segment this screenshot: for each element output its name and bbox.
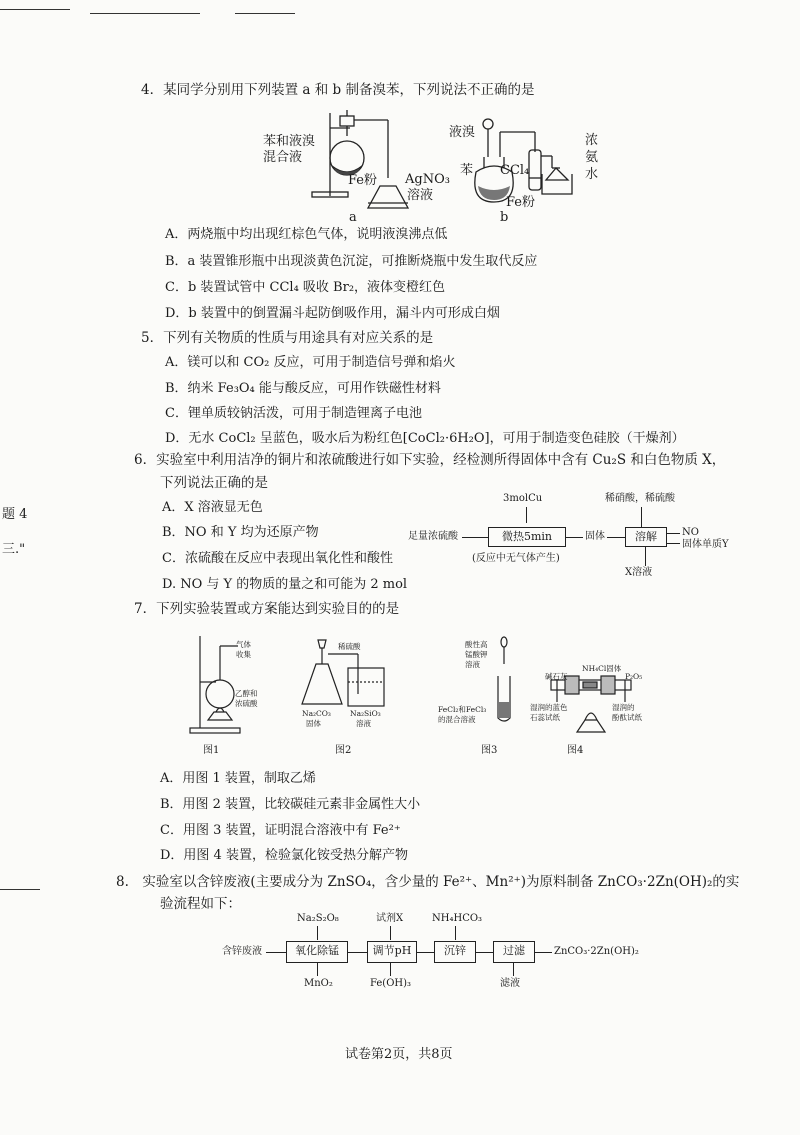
q7-fig2-right1: Na₂SiO₃ [350, 709, 381, 718]
q7-fig3-mix2: 的混合溶液 [438, 715, 476, 724]
margin-mark: 题 4 [2, 507, 28, 522]
q7-option-d: D．用图 4 装置，检验氯化铵受热分解产物 [160, 848, 408, 863]
q7-fig3-drawing [490, 636, 520, 726]
q8-flow-arrow [390, 962, 391, 976]
q6-flow-arrow [462, 537, 488, 538]
q4-fig-a-mixture: 苯和液溴 [263, 134, 316, 149]
scan-line [235, 13, 295, 14]
q4-fig-a-mixture2: 混合液 [263, 150, 303, 165]
q7-fig3-kmno4-1: 酸性高 [465, 640, 488, 649]
scan-line [90, 13, 200, 14]
q4-fig-b-ammonia1: 浓 [585, 133, 599, 148]
q7-fig3-mix1: FeCl₂和FeCl₃ [438, 705, 487, 714]
q6-flow-arrow [666, 533, 680, 534]
q6-stem-line1: 6．实验室中利用洁净的铜片和浓硫酸进行如下实验，经检测所得固体中含有 Cu₂S 和白色物质 X， [134, 452, 726, 468]
q7-fig4-caption: 图4 [567, 745, 584, 756]
margin-mark: 三." [2, 542, 26, 557]
q6-flow-arrow [565, 537, 583, 538]
q7-fig2-acid: 稀硫酸 [338, 642, 361, 651]
q4-fig-b-bromine: 液溴 [449, 125, 476, 140]
q7-fig3-caption: 图3 [481, 745, 498, 756]
q8-flow-r3: NH₄HCO₃ [432, 913, 483, 924]
q4-fig-b-fe: Fe粉 [506, 195, 536, 210]
q8-flow-arrow [455, 926, 456, 940]
page-footer: 试卷第2页，共8页 [345, 1047, 453, 1062]
q6-stem-line2: 下列说法正确的是 [160, 475, 268, 491]
q6-flow-arrow [526, 507, 527, 523]
q8-flow-o2: Fe(OH)₃ [370, 978, 412, 989]
q6-option-a: A．X 溶液显无色 [162, 500, 263, 515]
q7-stem: 7．下列实验装置或方案能达到实验目的的是 [134, 601, 400, 617]
q8-flow-arrow [416, 952, 434, 953]
q4-fig-b-ccl4: CCl₄ [500, 163, 530, 178]
q6-flow-x: X溶液 [625, 567, 653, 578]
q4-fig-a-drawing [300, 108, 460, 218]
q6-flow-arrow [641, 507, 642, 527]
q8-flow-arrow [513, 962, 514, 976]
q7-option-b: B．用图 2 装置，比较碳硅元素非金属性大小 [160, 797, 421, 812]
q4-fig-a-fe: Fe粉 [348, 173, 378, 188]
q7-fig3-kmno4-3: 溶液 [465, 660, 480, 669]
q7-fig4-p2o5: P₂O₅ [625, 672, 643, 681]
q7-option-a: A．用图 1 装置，制取乙烯 [160, 771, 316, 786]
q5-stem: 5．下列有关物质的性质与用途具有对应关系的是 [141, 330, 434, 346]
q4-fig-b-benzene: 苯 [460, 163, 474, 178]
q4-option-b: B．a 装置锥形瓶中出现淡黄色沉淀，可推断烧瓶中发生取代反应 [165, 254, 538, 269]
q7-option-c: C．用图 3 装置，证明混合溶液中有 Fe²⁺ [160, 823, 401, 838]
q8-flow-arrow [266, 952, 286, 953]
q7-fig1-gas2: 收集 [236, 650, 251, 659]
q8-flow-s2: 调节pH [367, 941, 417, 963]
q6-flow-acids: 稀硝酸，稀硫酸 [605, 493, 675, 504]
q4-stem: 4．某同学分别用下列装置 a 和 b 制备溴苯，下列说法不正确的是 [141, 82, 535, 98]
q6-option-c: C．浓硫酸在反应中表现出氧化性和酸性 [162, 551, 393, 566]
q7-fig2-left1: Na₂CO₃ [302, 709, 331, 718]
q4-fig-b-ammonia2: 氨 [585, 150, 599, 165]
q7-fig1-reag1: 乙醇和 [235, 689, 258, 698]
q4-option-d: D．b 装置中的倒置漏斗起防倒吸作用，漏斗内可形成白烟 [165, 306, 500, 321]
q8-flow-r2: 试剂X [376, 913, 404, 924]
q8-flow-s4: 过滤 [493, 941, 535, 963]
q8-flow-s1: 氧化除锰 [286, 941, 348, 963]
q8-stem-line2: 验流程如下： [160, 896, 241, 912]
q5-option-d: D．无水 CoCl₂ 呈蓝色，吸水后为粉红色[CoCl₂·6H₂O]，可用于制造变色硅胶（干燥剂） [165, 431, 685, 446]
q6-flow-arrow [645, 546, 646, 566]
q7-fig2-left2: 固体 [306, 719, 321, 728]
q6-flow-arrow [607, 537, 625, 538]
q8-flow-feed: 含锌废液 [222, 946, 262, 957]
q7-fig4-phen2: 酚酞试纸 [612, 713, 642, 722]
q7-fig4-litmus2: 石蕊试纸 [530, 713, 560, 722]
q4-fig-a-agno3-2: 溶液 [407, 188, 434, 203]
q4-fig-a-agno3: AgNO₃ [405, 172, 450, 187]
q6-flow-no: NO [682, 527, 699, 538]
q7-fig1-caption: 图1 [203, 745, 220, 756]
q8-flow-o1: MnO₂ [304, 978, 333, 989]
q6-flow-cu: 3molCu [503, 493, 543, 504]
q5-option-a: A．镁可以和 CO₂ 反应，可用于制造信号弹和焰火 [165, 355, 456, 370]
q6-flow-heat: 微热5min [488, 527, 566, 547]
q4-fig-b-ammonia3: 水 [585, 167, 599, 182]
q7-fig1-reag2: 浓硫酸 [235, 699, 258, 708]
q8-flow-arrow [317, 962, 318, 976]
q8-flow-product: ZnCO₃·2Zn(OH)₂ [554, 946, 639, 957]
q8-flow-arrow [390, 926, 391, 940]
q6-flow-note: (反应中无气体产生) [472, 553, 560, 564]
q6-flow-solid: 固体 [585, 531, 605, 542]
q7-fig4-nh4cl: NH₄Cl固体 [582, 664, 622, 673]
q8-flow-arrow [347, 952, 367, 953]
q6-option-b: B．NO 和 Y 均为还原产物 [162, 525, 319, 540]
q8-flow-r1: Na₂S₂O₈ [297, 913, 339, 924]
q8-flow-arrow [317, 926, 318, 940]
q7-fig4-phen1: 湿润的 [612, 703, 635, 712]
q4-fig-a-label: a [349, 210, 357, 225]
q7-fig4-litmus1: 湿润的蓝色 [530, 703, 568, 712]
q8-flow-arrow [475, 952, 493, 953]
q8-flow-o4: 滤液 [500, 978, 520, 989]
scan-line [0, 889, 40, 890]
q4-option-a: A．两烧瓶中均出现红棕色气体，说明液溴沸点低 [165, 227, 448, 242]
q5-option-c: C．锂单质较钠活泼，可用于制造锂离子电池 [165, 406, 422, 421]
q4-fig-b-label: b [500, 210, 509, 225]
q5-option-b: B．纳米 Fe₃O₄ 能与酸反应，可用作铁磁性材料 [165, 381, 441, 396]
q8-stem-line1: 8. 实验室以含锌废液(主要成分为 ZnSO₄，含少量的 Fe²⁺、Mn²⁺)为原料制备 ZnCO₃·2Zn(OH)₂的实 [116, 874, 740, 890]
q4-option-c: C．b 装置试管中 CCl₄ 吸收 Br₂，液体变橙红色 [165, 280, 446, 295]
q6-flow-dissolve: 溶解 [625, 527, 667, 547]
q8-flow-arrow [534, 952, 552, 953]
q6-flow-y: 固体单质Y [682, 539, 729, 550]
q7-fig2-caption: 图2 [335, 745, 352, 756]
scan-line [0, 9, 70, 10]
q7-fig2-right2: 溶液 [356, 719, 371, 728]
q7-fig3-kmno4-2: 锰酸钾 [465, 650, 488, 659]
q8-flow-s3: 沉锌 [434, 941, 476, 963]
q7-fig1-gas1: 气体 [236, 640, 251, 649]
q7-fig4-lime: 碱石灰 [545, 672, 568, 681]
q6-flow-arrow [666, 543, 680, 544]
q6-option-d: D. NO 与 Y 的物质的量之和可能为 2 mol [162, 577, 408, 592]
q6-flow-start: 足量浓硫酸 [408, 531, 458, 542]
